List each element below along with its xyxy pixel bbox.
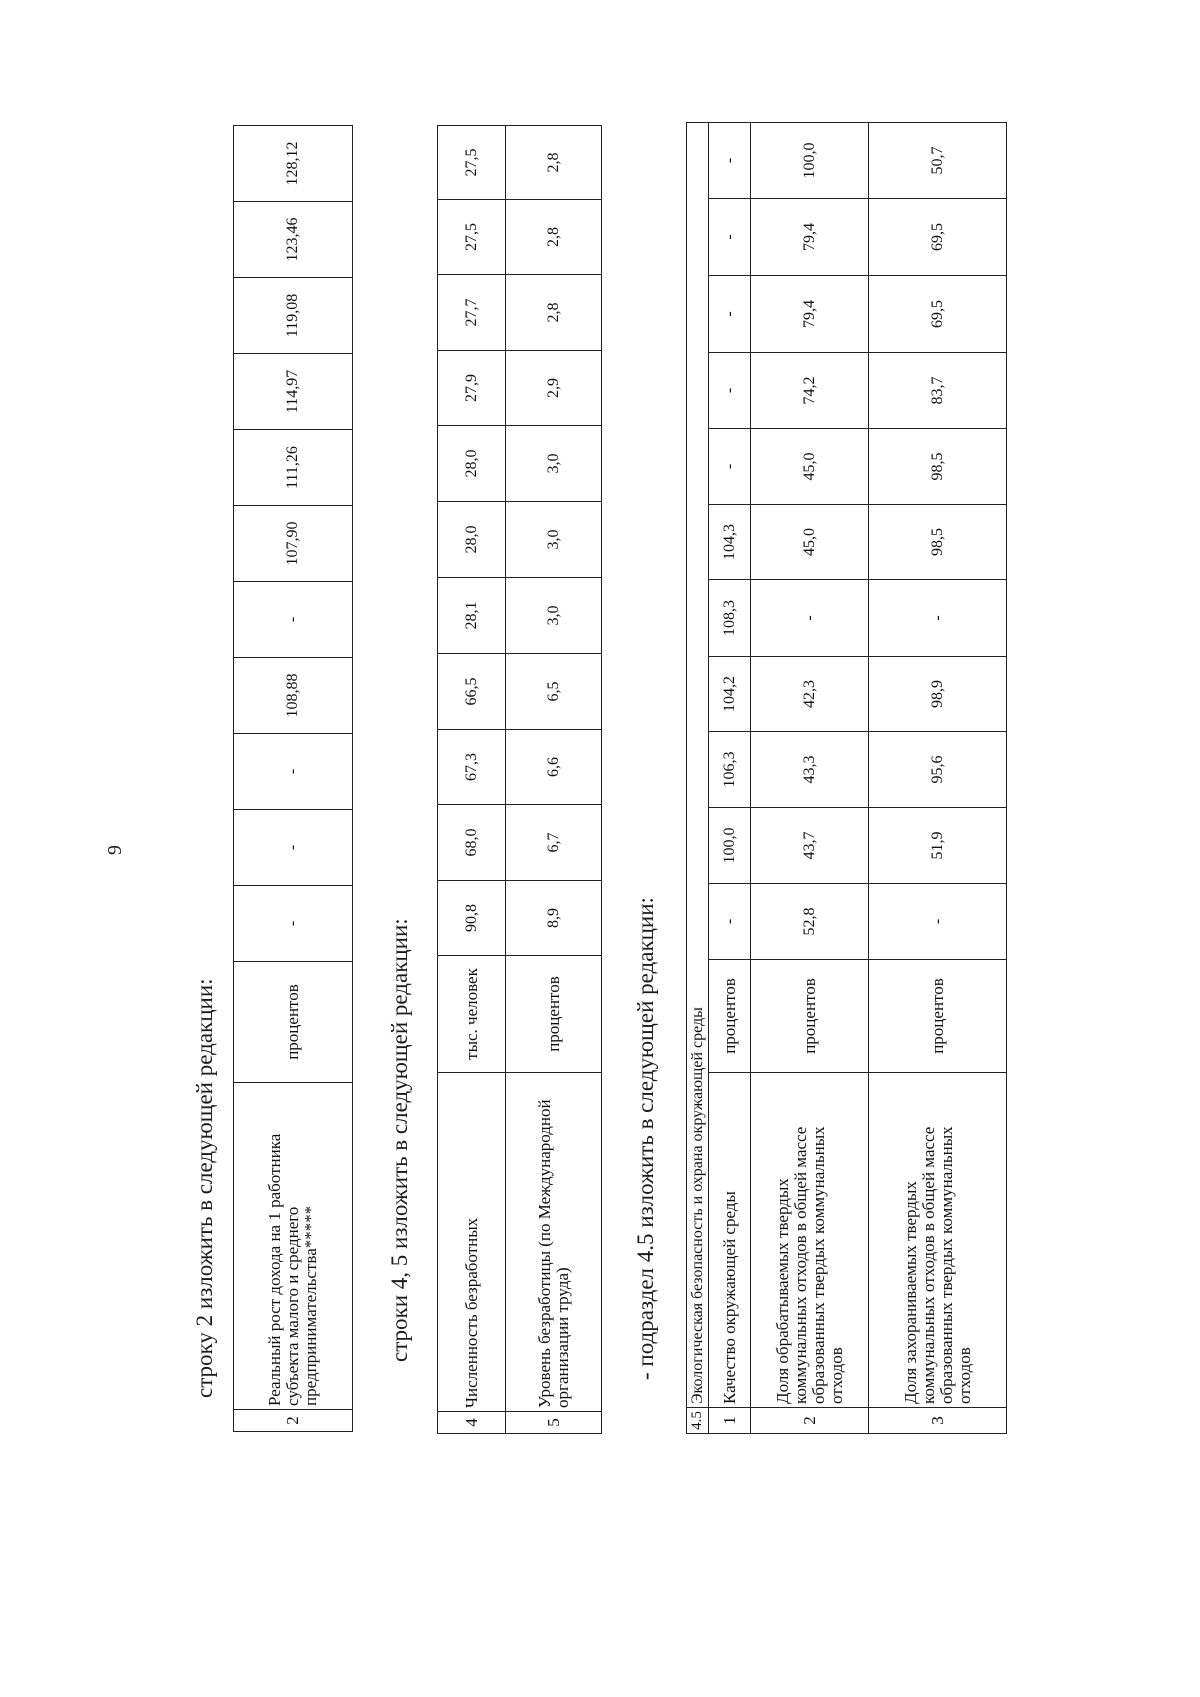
indicator-name: Доля захораниваемых твердых коммунальных отходов в общей массе образованных твердых коммунальных отходов bbox=[869, 1073, 1007, 1408]
section-header-row bbox=[687, 122, 709, 1433]
unit-cell: тыс. человек bbox=[438, 956, 506, 1073]
value-cell: - bbox=[709, 429, 751, 505]
value-cell: 2,9 bbox=[506, 351, 602, 426]
row-number: 3 bbox=[869, 1408, 1007, 1434]
value-cell: 104,3 bbox=[709, 505, 751, 580]
value-cell: - bbox=[869, 884, 1007, 960]
value-cell: 52,8 bbox=[751, 884, 869, 960]
value-cell: - bbox=[709, 276, 751, 353]
table-row bbox=[234, 126, 353, 1432]
value-cell: - bbox=[709, 122, 751, 198]
table-row bbox=[438, 126, 506, 1434]
indicator-name: Качество окружающей среды bbox=[709, 1073, 751, 1408]
value-cell: 98,5 bbox=[869, 429, 1007, 505]
table-row bbox=[751, 122, 869, 1433]
value-cell: 128,12 bbox=[234, 126, 353, 202]
table-row bbox=[869, 122, 1007, 1433]
value-cell: 98,5 bbox=[869, 505, 1007, 580]
value-cell: 45,0 bbox=[751, 505, 869, 580]
unit-cell: процентов bbox=[751, 960, 869, 1073]
value-cell: 108,3 bbox=[709, 580, 751, 657]
value-cell: 43,3 bbox=[751, 732, 869, 808]
value-cell: 74,2 bbox=[751, 353, 869, 429]
heading-row-2: строку 2 изложить в следующей редакции: bbox=[192, 978, 217, 1398]
heading-section-4-5: - подраздел 4.5 изложить в следующей редакции: bbox=[633, 897, 658, 1380]
row-number: 2 bbox=[751, 1408, 869, 1434]
value-cell: 107,90 bbox=[234, 506, 353, 582]
row-number: 1 bbox=[709, 1408, 751, 1434]
value-cell: 42,3 bbox=[751, 657, 869, 732]
value-cell: 106,3 bbox=[709, 732, 751, 808]
value-cell: 108,88 bbox=[234, 658, 353, 734]
value-cell: 100,0 bbox=[751, 122, 869, 198]
row-number: 4 bbox=[438, 1412, 506, 1434]
value-cell: 114,97 bbox=[234, 354, 353, 430]
value-cell: 111,26 bbox=[234, 430, 353, 506]
value-cell: 83,7 bbox=[869, 353, 1007, 429]
value-cell: 79,4 bbox=[751, 199, 869, 276]
value-cell: 3,0 bbox=[506, 426, 602, 502]
value-cell: - bbox=[234, 734, 353, 810]
indicator-name: Реальный рост дохода на 1 работника субъекта малого и среднего предпринимательства***** bbox=[234, 1083, 353, 1410]
value-cell: 3,0 bbox=[506, 502, 602, 578]
value-cell: 104,2 bbox=[709, 657, 751, 732]
table-row bbox=[506, 126, 602, 1434]
indicator-name: Доля обрабатываемых твердых коммунальных отходов в общей массе образованных твердых коммунальных отходов bbox=[751, 1073, 869, 1408]
value-cell: 69,5 bbox=[869, 276, 1007, 353]
value-cell: 95,6 bbox=[869, 732, 1007, 808]
value-cell: 45,0 bbox=[751, 429, 869, 505]
value-cell: - bbox=[234, 582, 353, 658]
value-cell: - bbox=[869, 580, 1007, 657]
value-cell: 51,9 bbox=[869, 808, 1007, 884]
indicator-table-rows-4-5 bbox=[437, 125, 602, 1434]
indicator-table-row-2 bbox=[233, 125, 353, 1432]
value-cell: 28,0 bbox=[438, 426, 506, 502]
value-cell: - bbox=[234, 886, 353, 962]
value-cell: 123,46 bbox=[234, 202, 353, 278]
value-cell: 6,7 bbox=[506, 805, 602, 881]
value-cell: 27,7 bbox=[438, 275, 506, 351]
value-cell: - bbox=[709, 199, 751, 276]
row-number: 2 bbox=[234, 1410, 353, 1432]
value-cell: 8,9 bbox=[506, 881, 602, 956]
unit-cell: процентов bbox=[234, 962, 353, 1083]
value-cell: 28,0 bbox=[438, 502, 506, 578]
indicator-name: Уровень безработицы (по Международной организации труда) bbox=[506, 1073, 602, 1412]
indicator-name: Численность безработных bbox=[438, 1073, 506, 1412]
table-row bbox=[709, 122, 751, 1433]
value-cell: 66,5 bbox=[438, 654, 506, 730]
page-number: 9 bbox=[104, 845, 126, 855]
value-cell: - bbox=[751, 580, 869, 657]
table-rows-4-5-block bbox=[437, 126, 601, 1434]
value-cell: 43,7 bbox=[751, 808, 869, 884]
value-cell: 100,0 bbox=[709, 808, 751, 884]
value-cell: 98,9 bbox=[869, 657, 1007, 732]
value-cell: - bbox=[709, 884, 751, 960]
value-cell: 2,8 bbox=[506, 275, 602, 351]
value-cell: 27,5 bbox=[438, 200, 506, 275]
value-cell: 50,7 bbox=[869, 122, 1007, 198]
section-4-5-table bbox=[686, 122, 1007, 1434]
value-cell: 3,0 bbox=[506, 578, 602, 654]
value-cell: 2,8 bbox=[506, 200, 602, 275]
value-cell: 27,5 bbox=[438, 126, 506, 200]
value-cell: 6,5 bbox=[506, 654, 602, 730]
value-cell: 90,8 bbox=[438, 881, 506, 956]
value-cell: 79,4 bbox=[751, 276, 869, 353]
row-number: 5 bbox=[506, 1412, 602, 1434]
section-number: 4.5 bbox=[687, 1408, 709, 1434]
section-4-5-block bbox=[686, 128, 1006, 1434]
table-row-2-block bbox=[233, 126, 353, 1432]
unit-cell: процентов bbox=[709, 960, 751, 1073]
section-title: Экологическая безопасность и охрана окружающей среды bbox=[687, 122, 709, 1407]
value-cell: 67,3 bbox=[438, 730, 506, 805]
value-cell: 28,1 bbox=[438, 578, 506, 654]
value-cell: 69,5 bbox=[869, 199, 1007, 276]
value-cell: 27,9 bbox=[438, 351, 506, 426]
heading-rows-4-5: строки 4, 5 изложить в следующей редакции: bbox=[387, 918, 412, 1362]
value-cell: 2,8 bbox=[506, 126, 602, 200]
value-cell: 68,0 bbox=[438, 805, 506, 881]
value-cell: - bbox=[234, 810, 353, 886]
unit-cell: процентов bbox=[506, 956, 602, 1073]
value-cell: - bbox=[709, 353, 751, 429]
value-cell: 119,08 bbox=[234, 278, 353, 354]
unit-cell: процентов bbox=[869, 960, 1007, 1073]
value-cell: 6,6 bbox=[506, 730, 602, 805]
